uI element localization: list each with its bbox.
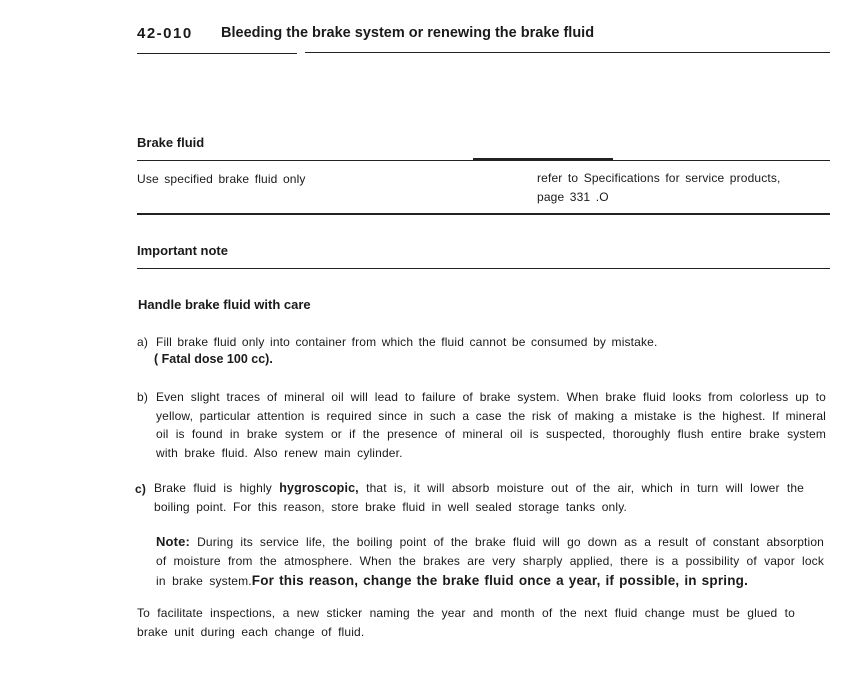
important-note-rule [137,268,830,269]
brake-fluid-top-rule-accent [473,158,613,160]
section-code: 42-010 [137,25,193,42]
item-a-text: Fill brake fluid only into container from which the fluid cannot be consumed by mistake. [156,335,658,349]
item-c-text-post: that is, it will absorb moisture out of the air, which in turn will lower the boiling point. For this reason, store brake fluid in well sealed storage tanks only. [154,481,805,514]
header-rule-right [305,52,830,53]
item-c-hygroscopic: hygroscopic, [279,481,359,495]
footer-paragraph: To facilitate inspections, a new sticker naming the year and month of the next fluid change must be glued to brake unit during each change of fluid. [137,606,795,639]
note-text: During its service life, the boiling point of the brake fluid will go down as a result of constant absorption of moisture from the atmosphere. When the brakes are very sharply applied, there is a possibility of vapor lock in brake system. [156,535,825,588]
item-a-fatal-dose: ( Fatal dose 100 cc). [154,352,273,366]
brake-fluid-top-rule [137,160,830,161]
item-b-text: Even slight traces of mineral oil will lead to failure of brake system. When brake fluid looks from colorless up to yellow, particular attention is required since in such a case the risk of making a mistake is the highest. If mineral oil is found in brake system or if the presence of mineral oil is suspected, thoroughly flush entire brake system with brake fluid. Also renew main cylinder. [156,390,826,460]
item-c-label: c) [135,482,146,496]
handle-care-heading: Handle brake fluid with care [138,297,311,312]
item-a-label: a) [137,335,148,349]
page-title: Bleeding the brake system or renewing the brake fluid [221,25,595,41]
item-c-text [154,479,804,516]
brake-fluid-spec-ref-line1: refer to Specifications for service products, [537,171,781,185]
note-block [156,532,824,591]
item-c-text-pre: Brake fluid is highly [154,481,272,495]
note-emphasis: For this reason, change the brake fluid once a year, if possible, in spring. [251,573,749,588]
header-rule-left [137,53,297,54]
note-label: Note: [156,534,190,549]
item-b-label: b) [137,390,148,404]
brake-fluid-heading: Brake fluid [137,135,205,150]
brake-fluid-bottom-rule [137,213,830,215]
brake-fluid-spec-ref-line2: page 331 .O [537,190,609,204]
brake-fluid-spec-label: Use specified brake fluid only [137,172,306,186]
important-note-heading: Important note [137,243,228,258]
